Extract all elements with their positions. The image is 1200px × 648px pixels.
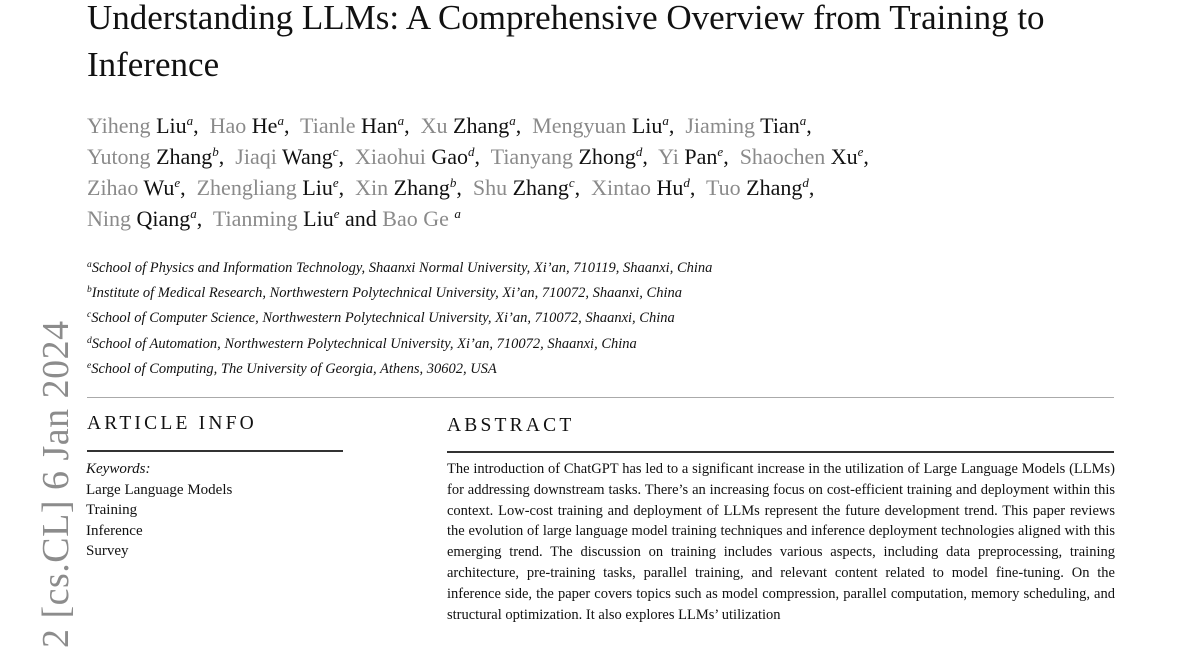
affiliation-marker: d <box>87 335 92 346</box>
affiliation-marker: e <box>87 360 92 371</box>
author-given-name: Shaochen <box>739 144 826 169</box>
author-family-name: He <box>251 113 278 138</box>
affiliation-marker: b <box>87 285 92 296</box>
affiliation-text: School of Physics and Information Technology, Shaanxi Normal University, Xi’an, 710119, Shaanxi, China <box>91 260 713 276</box>
author-affiliation-marker: e <box>174 175 181 190</box>
author-separator: , <box>283 113 301 138</box>
author-family-name: Gao <box>431 144 469 169</box>
author-given-name: Jiaqi <box>235 144 277 169</box>
author-family-name: Qiang <box>136 206 191 231</box>
author-name <box>197 175 339 200</box>
author-family-name: Zhang <box>393 175 450 200</box>
author-given-name: Tianming <box>212 206 298 231</box>
author-separator: , <box>404 113 421 138</box>
author-given-name: Yiheng <box>87 113 151 138</box>
author-family-name: Xu <box>830 144 858 169</box>
affiliation-marker: a <box>87 260 92 270</box>
author-separator: , <box>180 175 197 200</box>
author-list <box>87 110 1147 234</box>
affiliation-b <box>87 281 987 306</box>
author-given-name: Shu <box>472 175 508 200</box>
author-separator: , <box>338 144 355 169</box>
author-family-name: Zhong <box>578 144 636 169</box>
article-info-rule <box>87 450 343 452</box>
keywords-label: Keywords: <box>86 461 151 477</box>
keywords-block <box>86 459 386 562</box>
author-affiliation-marker: a <box>186 113 194 128</box>
author-affiliation-marker: e <box>857 144 864 159</box>
author-family-name: Zhang <box>746 175 803 200</box>
author-family-name: Liu <box>156 113 187 138</box>
author-given-name: Mengyuan <box>532 113 627 138</box>
author-separator: , <box>863 144 875 169</box>
author-given-name: Xintao <box>591 175 651 200</box>
author-family-name: Liu <box>303 206 334 231</box>
author-given-name: Zhengliang <box>196 175 297 200</box>
author-separator: , <box>515 113 533 138</box>
author-family-name: Liu <box>302 175 333 200</box>
author-given-name: Zihao <box>87 175 139 200</box>
author-separator: , <box>456 175 473 200</box>
author-given-name: Yi <box>658 144 679 169</box>
author-given-name: Hao <box>209 113 247 138</box>
keyword-item: Training <box>86 502 138 518</box>
keyword-item: Large Language Models <box>86 481 233 498</box>
author-affiliation-marker: a <box>799 113 807 128</box>
author-given-name: Xiaohui <box>355 144 426 169</box>
abstract-heading: ABSTRACT <box>447 415 575 436</box>
keyword-item: Inference <box>86 522 143 539</box>
author-line-3 <box>87 172 1147 203</box>
author-affiliation-marker: c <box>568 175 575 190</box>
author-given-name: Xin <box>355 175 389 200</box>
keyword-item: Survey <box>86 543 129 559</box>
author-name <box>235 144 338 169</box>
author-given-name: Tianyang <box>490 144 573 169</box>
affiliation-text: School of Computing, The University of Georgia, Athens, 30602, USA <box>91 360 497 377</box>
author-separator: , <box>668 113 686 138</box>
author-separator: , <box>338 175 356 200</box>
author-line-2 <box>87 141 1147 172</box>
author-separator: , <box>193 113 210 138</box>
affiliation-text: School of Automation, Northwestern Polytechnical University, Xi’an, 710072, Shaanxi, China <box>91 335 637 352</box>
author-separator: , <box>808 175 820 200</box>
author-name <box>532 113 669 138</box>
author-line-4 <box>87 203 1147 234</box>
author-separator: , <box>642 144 659 169</box>
affiliation-d <box>87 332 987 357</box>
author-separator: , <box>196 206 213 231</box>
article-info-heading: ARTICLE INFO <box>87 413 257 434</box>
author-affiliation-marker: a <box>277 113 284 128</box>
author-given-name: Bao <box>382 206 418 231</box>
author-name <box>421 113 516 138</box>
author-affiliation-marker: d <box>802 175 809 190</box>
author-separator: , <box>723 144 740 169</box>
author-name <box>740 144 864 169</box>
author-family-name: Zhang <box>512 175 569 200</box>
author-name <box>355 175 456 200</box>
affiliation-c <box>87 306 987 331</box>
author-family-name: Zhang <box>156 144 213 169</box>
author-name <box>491 144 643 169</box>
author-affiliation-marker: a <box>397 113 405 128</box>
affiliation-list <box>87 256 987 382</box>
author-family-name: Zhang <box>453 113 510 138</box>
author-affiliation-marker: a <box>509 113 516 128</box>
author-given-name: Yutong <box>87 144 151 169</box>
author-separator: , <box>689 175 706 200</box>
author-affiliation-marker: d <box>683 175 690 190</box>
author-given-name: Tuo <box>705 175 741 200</box>
author-name <box>685 113 806 138</box>
author-separator: , <box>474 144 491 169</box>
author-name <box>591 175 690 200</box>
section-divider <box>87 397 1114 398</box>
author-separator: , <box>806 113 818 138</box>
author-family-name: Liu <box>631 113 663 138</box>
author-family-name: Han <box>360 113 398 138</box>
author-separator: , <box>218 144 236 169</box>
author-name <box>210 113 284 138</box>
author-affiliation-marker: e <box>333 206 340 221</box>
affiliation-text: School of Computer Science, Northwestern Polytechnical University, Xi’an, 710072, Shaanxi, China <box>91 310 675 327</box>
affiliation-a <box>87 256 987 281</box>
author-affiliation-marker: e <box>332 175 339 190</box>
author-name <box>382 206 461 231</box>
author-affiliation-marker: a <box>190 206 197 221</box>
author-family-name: Tian <box>760 113 800 138</box>
arxiv-stamp: 2 [cs.CL] 6 Jan 2024 <box>35 320 77 648</box>
author-given-name: Tianle <box>300 113 356 138</box>
author-name <box>300 113 404 138</box>
author-affiliation-marker: e <box>717 144 724 159</box>
author-affiliation-marker: a <box>662 113 669 128</box>
affiliation-marker: c <box>87 310 92 321</box>
author-family-name: Pan <box>684 144 718 169</box>
author-given-name: Jiaming <box>685 113 756 138</box>
affiliation-e <box>87 357 987 382</box>
affiliation-text: Institute of Medical Research, Northwestern Polytechnical University, Xi’an, 710072, Shaanxi, China <box>91 285 682 302</box>
abstract-text: The introduction of ChatGPT has led to a significant increase in the utilization of Large Language Models (LLMs) for addressing downstream tasks. There’s an increasing focus on cost-efficient training and deployment within this context. Low-cost training and deployment of LLMs represent the future development trend. This paper reviews the evolution of large language model training techniques and inference deployment technologies aligned with this emerging trend. The discussion on training includes various aspects, including data preprocessing, training architecture, pre-training tasks, parallel training, and relevant content related to model fine-tuning. On the inference side, the paper covers topics such as model compression, parallel computation, memory scheduling, and structural optimization. It also explores LLMs’ utilization <box>447 461 1115 623</box>
author-name <box>87 206 197 231</box>
author-affiliation-marker: d <box>635 144 643 159</box>
author-affiliation-marker: a <box>454 206 461 221</box>
author-affiliation-marker: b <box>212 144 219 159</box>
paper-title: Understanding LLMs: A Comprehensive Overview from Training to Inference <box>87 0 1045 84</box>
author-family-name: Wu <box>143 175 175 200</box>
author-name <box>473 175 575 200</box>
author-name <box>658 144 723 169</box>
author-given-name: Ning <box>87 206 131 231</box>
author-conjunction: and <box>339 206 383 231</box>
author-name <box>87 144 219 169</box>
abstract-rule <box>447 451 1114 453</box>
author-given-name: Xu <box>420 113 448 138</box>
author-name <box>213 206 340 231</box>
author-name <box>706 175 809 200</box>
author-affiliation-marker: d <box>468 144 475 159</box>
author-affiliation-marker: b <box>449 175 457 190</box>
author-family-name: Hu <box>656 175 684 200</box>
author-name <box>87 113 193 138</box>
author-name <box>355 144 475 169</box>
author-family-name: Ge <box>423 206 449 231</box>
author-line-1 <box>87 110 1147 141</box>
author-affiliation-marker: c <box>332 144 339 159</box>
author-separator: , <box>574 175 592 200</box>
author-family-name: Wang <box>281 144 333 169</box>
author-name <box>87 175 180 200</box>
